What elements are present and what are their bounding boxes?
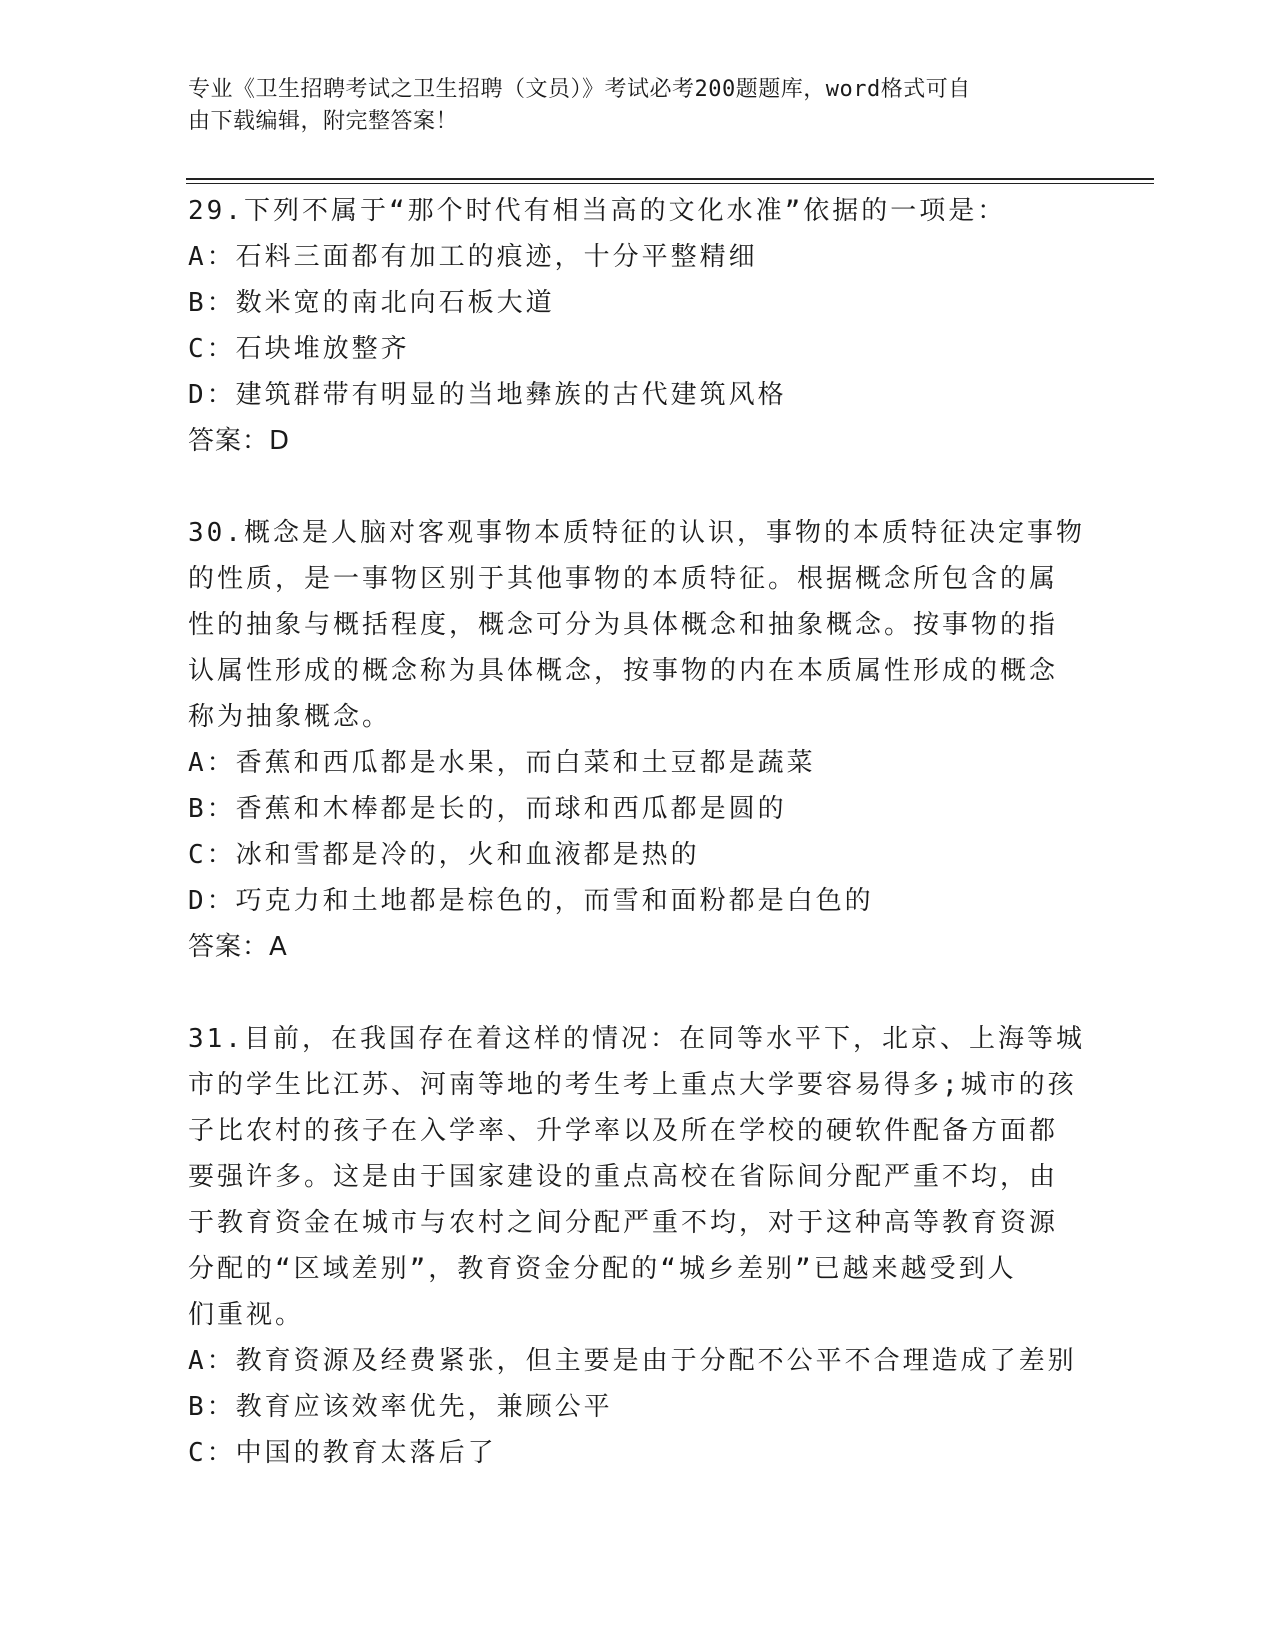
spacer	[188, 970, 1088, 1016]
option-b: B：数米宽的南北向石板大道	[188, 288, 555, 318]
question-31	[188, 1016, 1088, 1476]
option-c: C：中国的教育太落后了	[188, 1438, 497, 1468]
option-d: D：巧克力和土地都是棕色的，而雪和面粉都是白色的	[188, 886, 874, 916]
option-b: B：香蕉和木棒都是长的，而球和西瓜都是圆的	[188, 794, 787, 824]
question-text: 要强许多。这是由于国家建设的重点高校在省际间分配严重不均，由	[188, 1162, 1059, 1192]
question-text: 于教育资金在城市与农村之间分配严重不均，对于这种高等教育资源	[188, 1208, 1059, 1238]
document-header	[188, 74, 1078, 138]
header-divider-thick	[186, 178, 1154, 180]
question-29	[188, 188, 1088, 464]
answer: 答案：D	[188, 426, 291, 456]
question-text: 分配的“区域差别”，教育资金分配的“城乡差别”已越来越受到人	[188, 1254, 1017, 1284]
header-divider-thin	[186, 183, 1154, 184]
option-a: A：教育资源及经费紧张，但主要是由于分配不公平不合理造成了差别	[188, 1346, 1077, 1376]
option-d: D：建筑群带有明显的当地彝族的古代建筑风格	[188, 380, 787, 410]
spacer	[188, 464, 1088, 510]
header-line-2: 由下载编辑，附完整答案！	[188, 109, 459, 134]
question-text: 30.概念是人脑对客观事物本质特征的认识，事物的本质特征决定事物	[188, 518, 1085, 548]
option-c: C：冰和雪都是冷的，火和血液都是热的	[188, 840, 700, 870]
question-text: 31.目前，在我国存在着这样的情况：在同等水平下，北京、上海等城	[188, 1024, 1085, 1054]
option-c: C：石块堆放整齐	[188, 334, 410, 364]
header-line-1: 专业《卫生招聘考试之卫生招聘（文员）》考试必考200题题库，word格式可自	[188, 77, 971, 102]
question-30	[188, 510, 1088, 970]
question-list	[188, 188, 1088, 1476]
question-text: 子比农村的孩子在入学率、升学率以及所在学校的硬软件配备方面都	[188, 1116, 1059, 1146]
option-b: B：教育应该效率优先，兼顾公平	[188, 1392, 613, 1422]
question-text: 称为抽象概念。	[188, 702, 392, 732]
question-text: 认属性形成的概念称为具体概念，按事物的内在本质属性形成的概念	[188, 656, 1059, 686]
question-text: 的性质，是一事物区别于其他事物的本质特征。根据概念所包含的属	[188, 564, 1059, 594]
option-a: A：香蕉和西瓜都是水果，而白菜和土豆都是蔬菜	[188, 748, 816, 778]
option-a: A：石料三面都有加工的痕迹，十分平整精细	[188, 242, 758, 272]
question-text: 们重视。	[188, 1300, 305, 1330]
question-text: 性的抽象与概括程度，概念可分为具体概念和抽象概念。按事物的指	[188, 610, 1059, 640]
question-text: 市的学生比江苏、河南等地的考生考上重点大学要容易得多;城市的孩	[188, 1070, 1077, 1100]
question-text: 29.下列不属于“那个时代有相当高的文化水准”依据的一项是：	[188, 196, 1007, 226]
answer: 答案：A	[188, 932, 288, 962]
